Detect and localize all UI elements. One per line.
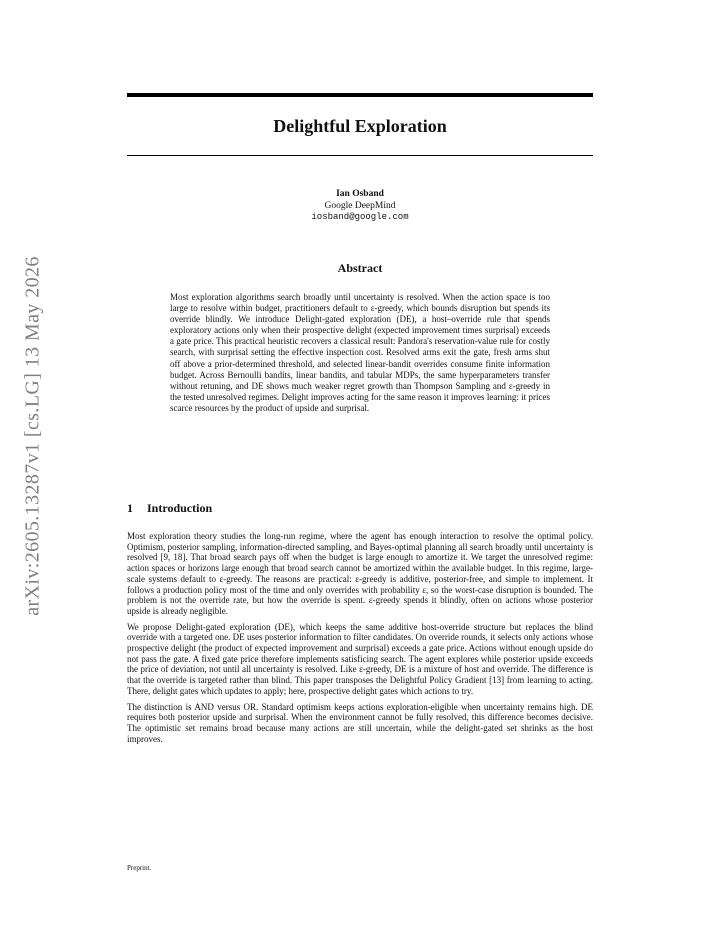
author-email[interactable]: iosband@google.com	[311, 212, 409, 222]
intro-paragraph-3: The distinction is AND versus OR. Standard optimism keeps actions exploration-eligible when uncertainty remains high. DE requires both posterior upside and surprisal. When the environment cannot be fully resolved, this difference becomes decisive. The optimistic set remains broad because many actions are still uncertain, while the delight-gated set shrinks as the host improves.	[127, 701, 593, 744]
abstract-text: Most exploration algorithms search broadly until uncertainty is resolved. When the action space is too large to resolve within budget, practitioners default to ε-greedy, which bounds disruption but spends its override blindly. We introduce Delight-gated exploration (DE), a host–override rule that spends exploratory actions only when their prospective delight (expected improvement times surprisal) exceeds a gate price. This practical heuristic recovers a classical result: Pandora's reservation-value rule for costly search, with surprisal setting the effective inspection cost. Resolved arms exit the gate, fresh arms shut off above a prior-determined threshold, and selected linear-bandit overrides consume finite information budget. Across Bernoulli bandits, linear bandits, and tabular MDPs, the same hyperparameters transfer without retuning, and DE shows much weaker regret growth than Thompson Sampling and ε-greedy in the tested unresolved regimes. Delight improves acting for the same reason it improves learning: it prices scarce resources by the product of upside and surprisal.	[170, 292, 550, 413]
intro-paragraph-2: We propose Delight-gated exploration (DE), which keeps the same additive host-override structure but replaces the blind override with a targeted one. DE uses posterior information to filter candidates. On override rounds, it selects only actions whose prospective delight (the product of expected improvement and surprisal) exceeds a gate price. Actions without enough upside do not pass the gate. A fixed gate price therefore implements satisficing search. The agent explores while posterior upside exceeds the price of deviation, not until all uncertainty is resolved. Like ε-greedy, DE is a mixture of host and override. The difference is that the override is targeted rather than blind. This paper transposes the Delightful Policy Gradient [13] from learning to acting. There, delight gates which updates to apply; here, prospective delight gates which actions to try.	[127, 621, 593, 696]
author-affiliation: Google DeepMind	[324, 200, 396, 211]
section-number: 1	[127, 501, 133, 515]
introduction-body	[127, 531, 593, 749]
title-bottom-rule	[127, 155, 593, 156]
arxiv-identifier-stamp[interactable]: arXiv:2605.13287v1 [cs.LG] 13 May 2026	[21, 256, 44, 616]
paper-title: Delightful Exploration	[273, 116, 447, 136]
section-title: Introduction	[147, 501, 213, 515]
section-heading	[127, 501, 593, 515]
author-block	[127, 189, 593, 224]
intro-paragraph-1: Most exploration theory studies the long-run regime, where the agent has enough interaction to resolve the optimal policy. Optimism, posterior sampling, information-directed sampling, and Bayes-optimal planning all search broadly until uncertainty is resolved [9, 18]. That broad search pays off when the budget is large enough to amortize it. We target the unresolved regime: action spaces or horizons large enough that broad search cannot be amortized within the available budget. In this regime, large-scale systems default to ε-greedy. The reasons are practical: ε-greedy is additive, posterior-free, and simple to implement. It follows a production policy most of the time and only overrides with probability ε, so the worst-case disruption is bounded. The problem is not the override rate, but how the override is spent. ε-greedy spends it blindly, often on actions whose posterior upside is already negligible.	[127, 531, 593, 616]
abstract-heading: Abstract	[337, 261, 383, 275]
author-name: Ian Osband	[336, 189, 384, 199]
title-top-rule	[127, 93, 593, 97]
preprint-footnote: Preprint.	[127, 864, 152, 872]
